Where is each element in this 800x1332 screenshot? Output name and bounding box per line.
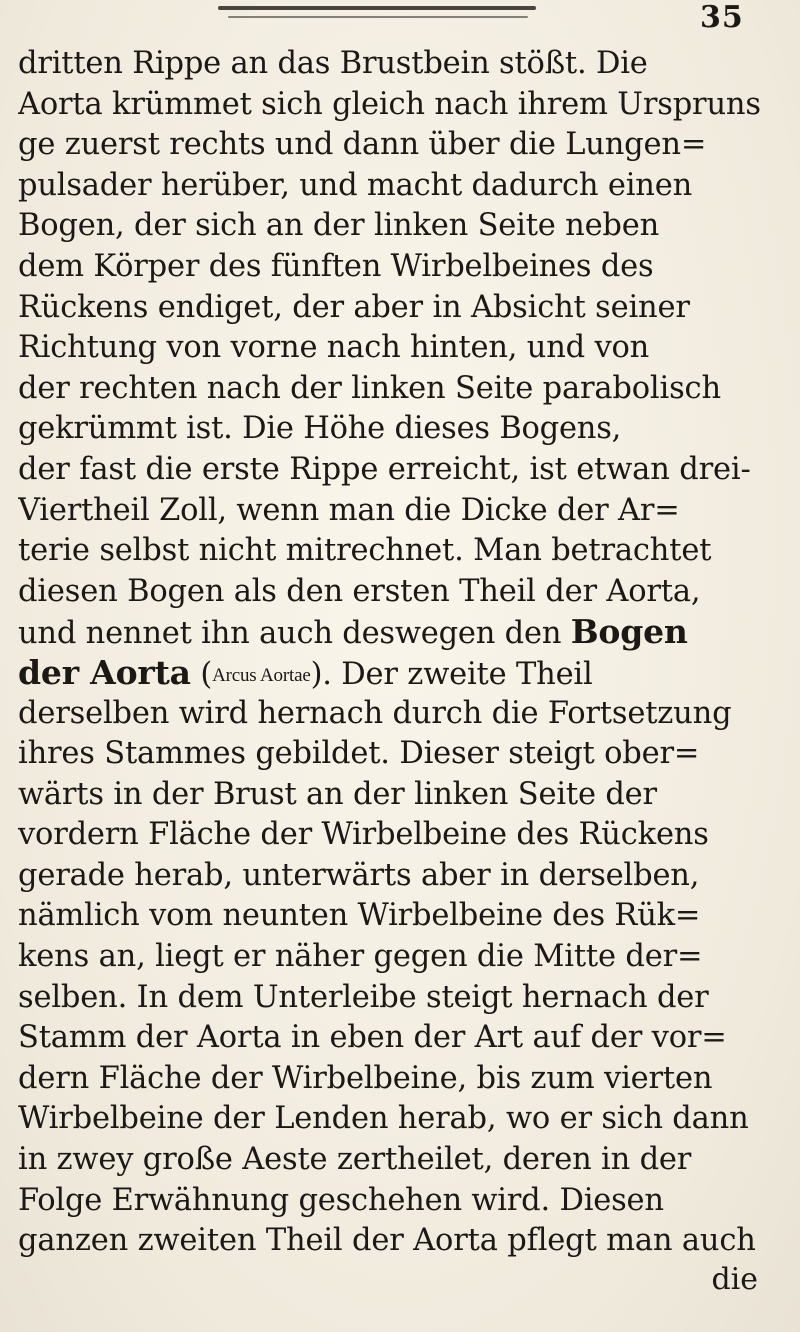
text-line	[18, 1099, 788, 1140]
header-rule-thin	[228, 16, 528, 18]
text-segment: gerade herab, unterwärts aber in derselben,	[18, 857, 700, 893]
text-segment: derselben wird hernach durch die Fortsetzung	[18, 695, 732, 731]
text-segment: (	[190, 656, 213, 692]
text-segment: pulsader herüber, und macht dadurch einen	[18, 167, 693, 203]
text-segment: ihres Stammes gebildet. Dieser steigt ober=	[18, 736, 700, 772]
text-line	[18, 775, 788, 816]
text-line	[18, 531, 788, 572]
text-line	[18, 125, 788, 166]
text-line	[18, 856, 788, 897]
text-segment: ge zuerst rechts und dann über die Lungen=	[18, 127, 707, 163]
text-line	[18, 734, 788, 775]
latin-term: Arcus Aortae	[212, 664, 311, 686]
text-line	[18, 369, 788, 410]
text-line	[18, 85, 788, 126]
text-segment: gekrümmt ist. Die Höhe dieses Bogens,	[18, 411, 622, 447]
text-line	[18, 815, 788, 856]
text-segment: ). Der zweite Theil	[310, 656, 593, 692]
text-line	[18, 978, 788, 1019]
text-line	[18, 1018, 788, 1059]
bold-term: Bogen	[570, 612, 688, 652]
text-line	[18, 1140, 788, 1181]
text-segment: Richtung von vorne nach hinten, und von	[18, 330, 650, 366]
text-line	[18, 937, 788, 978]
text-segment: Bogen, der sich an der linken Seite neben	[18, 208, 660, 244]
catchword: die	[711, 1261, 758, 1297]
text-line	[18, 1059, 788, 1100]
text-line	[18, 166, 788, 207]
text-line	[18, 572, 788, 613]
text-segment: dern Fläche der Wirbelbeine, bis zum vierten	[18, 1060, 713, 1096]
text-segment: vordern Fläche der Wirbelbeine des Rückens	[18, 817, 709, 853]
text-segment: kens an, liegt er näher gegen die Mitte der=	[18, 939, 703, 975]
text-segment: der fast die erste Rippe erreicht, ist etwan drei-	[18, 451, 751, 487]
text-segment: terie selbst nicht mitrechnet. Man betrachtet	[18, 533, 712, 569]
text-line	[18, 612, 788, 653]
text-line	[18, 409, 788, 450]
text-segment: wärts in der Brust an der linken Seite der	[18, 776, 657, 812]
text-line	[18, 491, 788, 532]
header-rule	[218, 6, 536, 10]
text-segment: selben. In dem Unterleibe steigt hernach der	[18, 979, 709, 1015]
text-line	[18, 450, 788, 491]
text-line	[18, 1221, 788, 1262]
text-segment: dritten Rippe an das Brustbein stößt. Die	[18, 46, 648, 81]
text-segment: der rechten nach der linken Seite parabolisch	[18, 370, 721, 406]
bold-term: der Aorta	[18, 652, 191, 692]
text-segment: diesen Bogen als den ersten Theil der Aorta,	[18, 573, 701, 609]
page-number: 35	[700, 0, 744, 35]
text-line	[18, 653, 788, 694]
text-segment: und nennet ihn auch deswegen den	[18, 616, 571, 652]
text-segment: Wirbelbeine der Lenden herab, wo er sich dann	[18, 1101, 749, 1137]
text-line	[18, 1181, 788, 1222]
text-segment: Viertheil Zoll, wenn man die Dicke der Ar=	[18, 492, 680, 528]
text-line	[18, 247, 788, 288]
text-line	[18, 288, 788, 329]
text-line	[18, 694, 788, 735]
text-segment: Folge Erwähnung geschehen wird. Diesen	[18, 1182, 664, 1218]
text-line	[18, 44, 788, 85]
text-segment: ganzen zweiten Theil der Aorta pflegt man auch	[18, 1223, 756, 1259]
text-line	[18, 206, 788, 247]
text-segment: Stamm der Aorta in eben der Art auf der vor=	[18, 1020, 727, 1056]
body-text	[18, 44, 788, 1298]
text-segment: Aorta krümmet sich gleich nach ihrem Urspruns	[18, 86, 761, 122]
text-line	[18, 328, 788, 369]
text-segment: dem Körper des fünften Wirbelbeines des	[18, 248, 654, 284]
text-segment: in zwey große Aeste zertheilet, deren in der	[18, 1142, 692, 1178]
text-segment: nämlich vom neunten Wirbelbeine des Rük=	[18, 898, 701, 934]
text-line	[18, 896, 788, 937]
text-segment: Rückens endiget, der aber in Absicht seiner	[18, 289, 690, 325]
